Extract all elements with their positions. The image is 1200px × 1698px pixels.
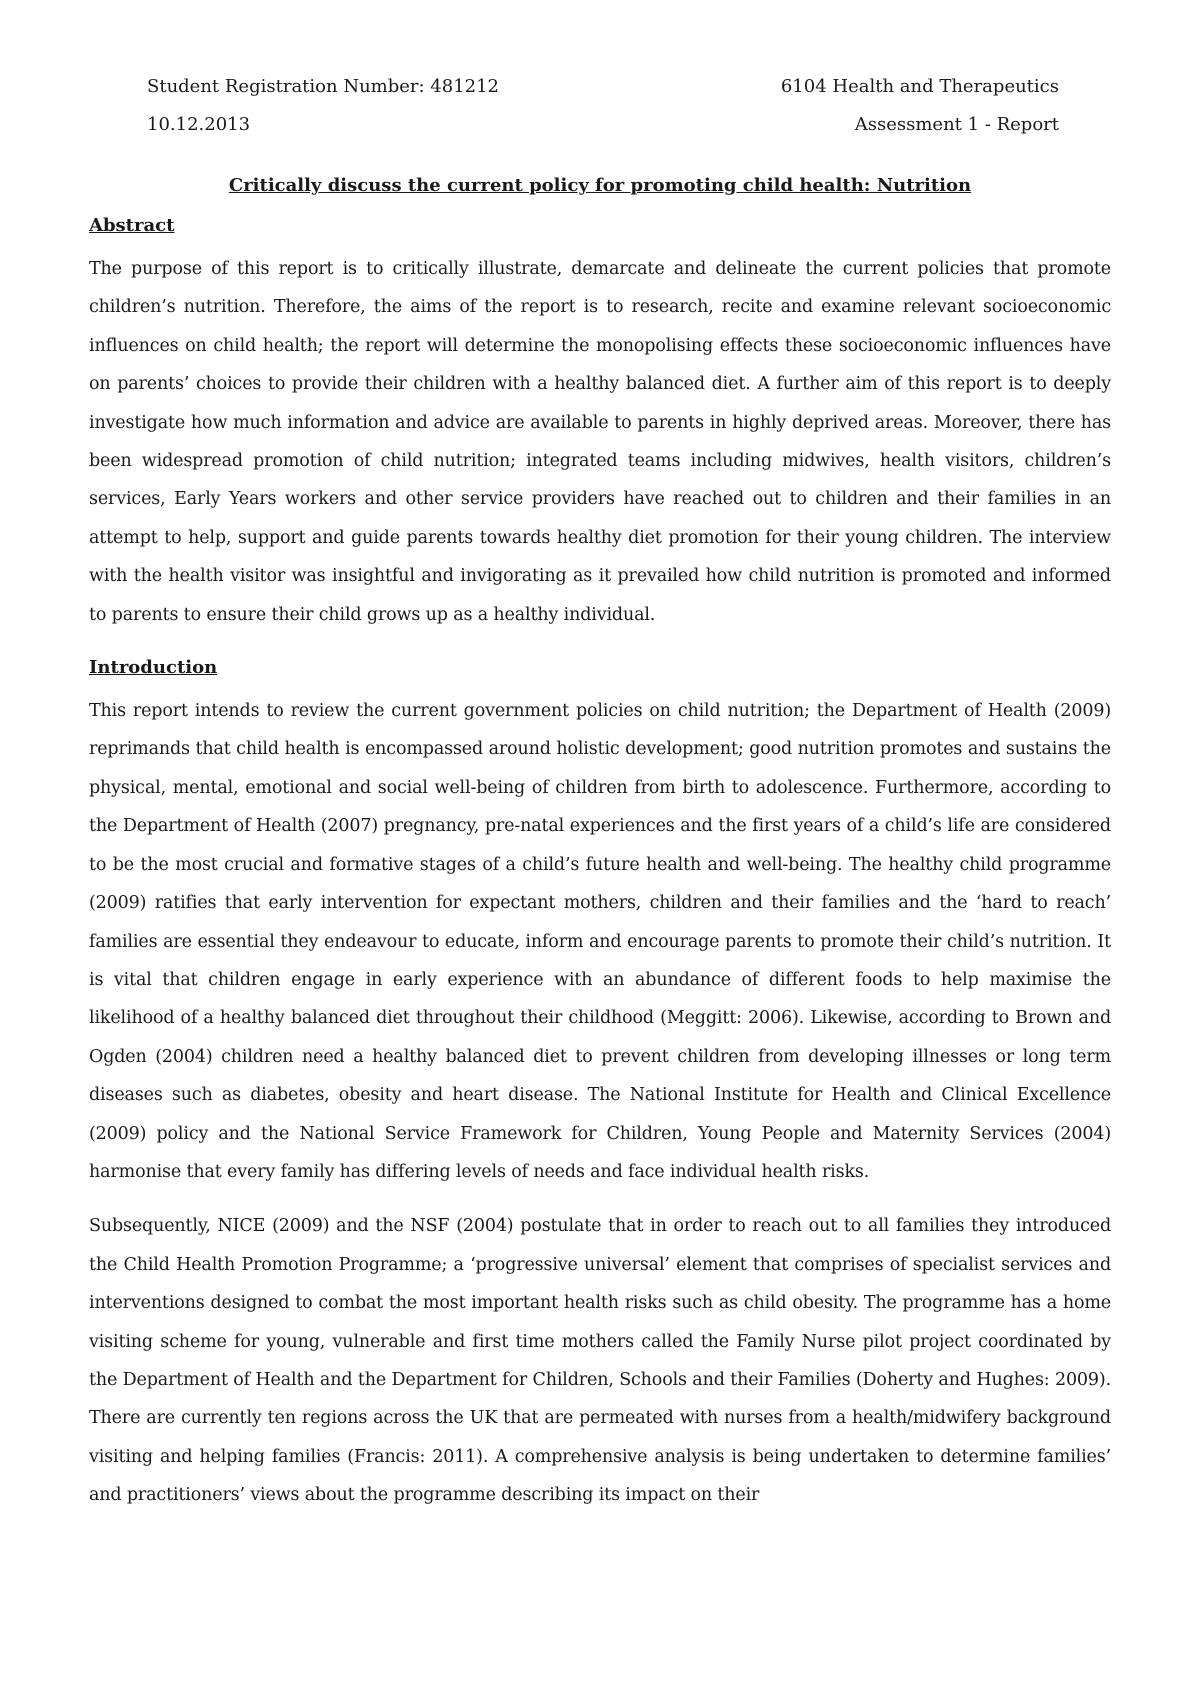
introduction-paragraph-2: Subsequently, NICE (2009) and the NSF (2004) postulate that in order to reach out to all families they introduced the Child Health Promotion Programme; a ‘progressive universal’ element that comprises of specialist services and interventions designed to combat the most important health risks such as child obesity. The programme has a home visiting scheme for young, vulnerable and first time mothers called the Family Nurse pilot project coordinated by the Department of Health and the Department for Children, Schools and their Families (Doherty and Hughes: 2009). There are currently ten regions across the UK that are permeated with nurses from a health/midwifery background visiting and helping families (Francis: 2011). A comprehensive analysis is being undertaken to determine families’ and practitioners’ views about the programme describing its impact on their [89, 1216, 1111, 1506]
abstract-heading: Abstract [89, 215, 175, 236]
document-body [89, 172, 1111, 1531]
introduction-paragraph-1: This report intends to review the current government policies on child nutrition; the Department of Health (2009) reprimands that child health is encompassed around holistic development; good nutrition promotes and sustains the physical, mental, emotional and social well-being of children from birth to adolescence. Furthermore, according to the Department of Health (2007) pregnancy, pre-natal experiences and the first years of a child’s life are considered to be the most crucial and formative stages of a child’s future health and well-being. The healthy child programme (2009) ratifies that early intervention for expectant mothers, children and their families and the ‘hard to reach’ families are essential they endeavour to educate, inform and encourage parents to promote their child’s nutrition. It is vital that children engage in early experience with an abundance of different foods to help maximise the likelihood of a healthy balanced diet throughout their childhood (Meggitt: 2006). Likewise, according to Brown and Ogden (2004) children need a healthy balanced diet to prevent children from developing illnesses or long term diseases such as diabetes, obesity and heart disease. The National Institute for Health and Clinical Excellence (2009) policy and the National Service Framework for Children, Young People and Maternity Services (2004) harmonise that every family has differing levels of needs and face individual health risks. [89, 701, 1111, 1182]
document-title: Critically discuss the current policy for promoting child health: Nutrition [228, 175, 972, 196]
page-header [147, 68, 1059, 144]
student-registration-number: Student Registration Number: 481212 [147, 76, 500, 97]
submission-date: 10.12.2013 [147, 114, 251, 135]
assessment-label: Assessment 1 - Report [854, 114, 1059, 135]
introduction-heading: Introduction [89, 657, 218, 679]
abstract-paragraph: The purpose of this report is to critically illustrate, demarcate and delineate the current policies that promote children’s nutrition. Therefore, the aims of the report is to research, recite and examine relevant socioeconomic influences on child health; the report will determine the monopolising effects these socioeconomic influences have on parents’ choices to provide their children with a healthy balanced diet. A further aim of this report is to deeply investigate how much information and advice are available to parents in highly deprived areas. Moreover, there has been widespread promotion of child nutrition; integrated teams including midwives, health visitors, children’s services, Early Years workers and other service providers have reached out to children and their families in an attempt to help, support and guide parents towards healthy diet promotion for their young children. The interview with the health visitor was insightful and invigorating as it prevailed how child nutrition is promoted and informed to parents to ensure their child grows up as a healthy individual. [89, 259, 1111, 625]
header-row-1 [147, 68, 1059, 106]
module-name: 6104 Health and Therapeutics [780, 76, 1059, 97]
header-row-2 [147, 106, 1059, 144]
